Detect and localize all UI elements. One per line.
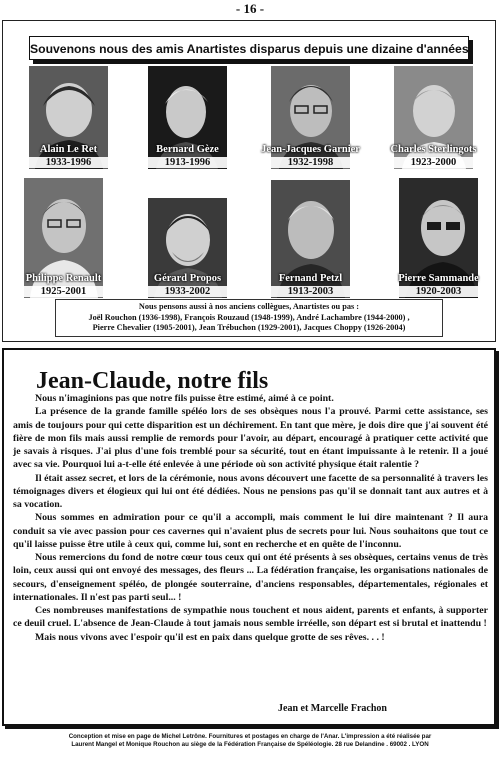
portrait-photo: [148, 198, 227, 298]
portrait-name: Gérard Propos: [153, 273, 222, 284]
article-paragraph: Mais nous vivons avec l'espoir qu'il est en paix dans quelque grotte de ses rêves. . . !: [35, 631, 385, 643]
portrait-years: 1923-2000: [394, 157, 473, 168]
portrait-photo: [390, 66, 477, 169]
article-paragraph: Nous sommes en admiration pour ce qu'il a accompli, mais comment le lui dire maintenant ? Il aura conduit sa vie avec passion pour ces cavernes qui n'avaient plus de secrets pour lui. Nous souhaitons que tout ce qu'il laisse puisse être utile à ceux qui, comme lui, sont en recherche et en quête de l'inconnu.: [13, 512, 488, 550]
portrait-photo: [399, 178, 478, 298]
article-body: [13, 392, 488, 644]
portrait-photo: [271, 180, 350, 298]
article-paragraph: Il était assez secret, et lors de la cérémonie, nous avons découvert une facette de sa personnalité à travers les témoignages divers et élogieux qui lui ont été dédiées. Nous ne pensions pas qu'il se donnait tant aux autres et à sa vocation.: [13, 472, 488, 510]
credits: [0, 733, 500, 749]
article-paragraph: Ces nombreuses manifestations de sympathie nous touchent et nous aident, parents et enfants, à supporter ce deuil cruel. L'absence de Jean-Claude à tout jamais nous semble irréelle, son départ est si brutal et inattendu !: [13, 605, 488, 630]
portrait-photo: [261, 66, 360, 169]
portrait-name: Bernard Gèze: [156, 144, 219, 155]
portrait-name: Fernand Petzl: [278, 273, 343, 284]
colleagues-list: Pierre Chevalier (1905-2001), Jean Trébuchon (1929-2001), Jacques Choppy (1926-2004): [92, 323, 406, 332]
colleagues-list: Joël Rouchon (1936-1998), François Rouzaud (1948-1999), André Lachambre (1944-2000) ,: [88, 312, 410, 322]
portrait-photo: [148, 66, 227, 169]
credits-line: Conception et mise en page de Michel Letrône. Fournitures et postages en charge de l'Anar. L'impression a été réalisée par: [68, 733, 432, 740]
article-paragraph: Nous n'imaginions pas que notre fils puisse être estimé, aimé à ce point.: [35, 393, 334, 404]
portrait-years: 1933-1996: [29, 157, 108, 168]
page-number: - 16 -: [235, 1, 265, 16]
portrait-name: Alain Le Ret: [39, 144, 98, 155]
portrait-years: 1932-1998: [271, 157, 350, 168]
memorial-banner: Souvenons nous des amis Anartistes disparus depuis une dizaine d'années.: [29, 36, 469, 60]
credits-line: Laurent Mangel et Monique Rouchon au siège de la Fédération Française de Spéléologie. 28 rue Delandine . 69002 . LYON: [71, 741, 429, 748]
portrait-name: Philippe Renault: [25, 273, 102, 284]
portrait-years: 1913-2003: [271, 286, 350, 297]
portrait-name: Jean-Jacques Garnier: [261, 144, 360, 155]
portrait-years: 1920-2003: [399, 286, 478, 297]
portrait-name: Charles Sterlingots: [390, 144, 477, 155]
article-paragraph: La présence de la grande famille spéléo lors de ses obsèques nous l'a prouvé. Parmi cette assistance, ses amis de toujours pour qui cette disparition est un déchirement. En tant que mère, je dois dire que j'ai souvent été fière de mon fils mais aussi remplie de remords pour l'avoir, au départ, encouragé à pratiquer cette activité que je savais à risques. J'ai plus d'une fois tremblé pour sa sécurité, tout en étant impuissante à le retenir. Il a joué avec sa vie. Pourquoi lui a-t-elle été enlevée à une période où son activité physique était ralentie ?: [13, 406, 488, 471]
portrait-photo: [24, 178, 103, 298]
portrait-photo: [29, 66, 108, 169]
colleagues-box: [55, 299, 443, 337]
colleagues-intro: Nous pensons aussi à nos anciens collègues, Anartistes ou pas :: [138, 302, 360, 311]
article-title: Jean-Claude, notre fils: [36, 368, 269, 394]
portrait-years: 1933-2002: [148, 286, 227, 297]
article-signature: Jean et Marcelle Frachon: [278, 703, 387, 714]
portrait-years: 1925-2001: [24, 286, 103, 297]
portrait-name: Pierre Sammande: [398, 273, 479, 284]
article-paragraph: Nous remercions du fond de notre cœur tous ceux qui ont été présents à ses obsèques, certains venus de très loin, ceux aussi qui ont envoyé des messages, des fleurs ... La fédération française, les organisations nationales de secours, d'enseignement spéléo, de plongée souterraine, d'anciens responsables, départementales, régionales et internationales. Il n'est pas parti seul... !: [13, 552, 488, 603]
portrait-years: 1913-1996: [148, 157, 227, 168]
